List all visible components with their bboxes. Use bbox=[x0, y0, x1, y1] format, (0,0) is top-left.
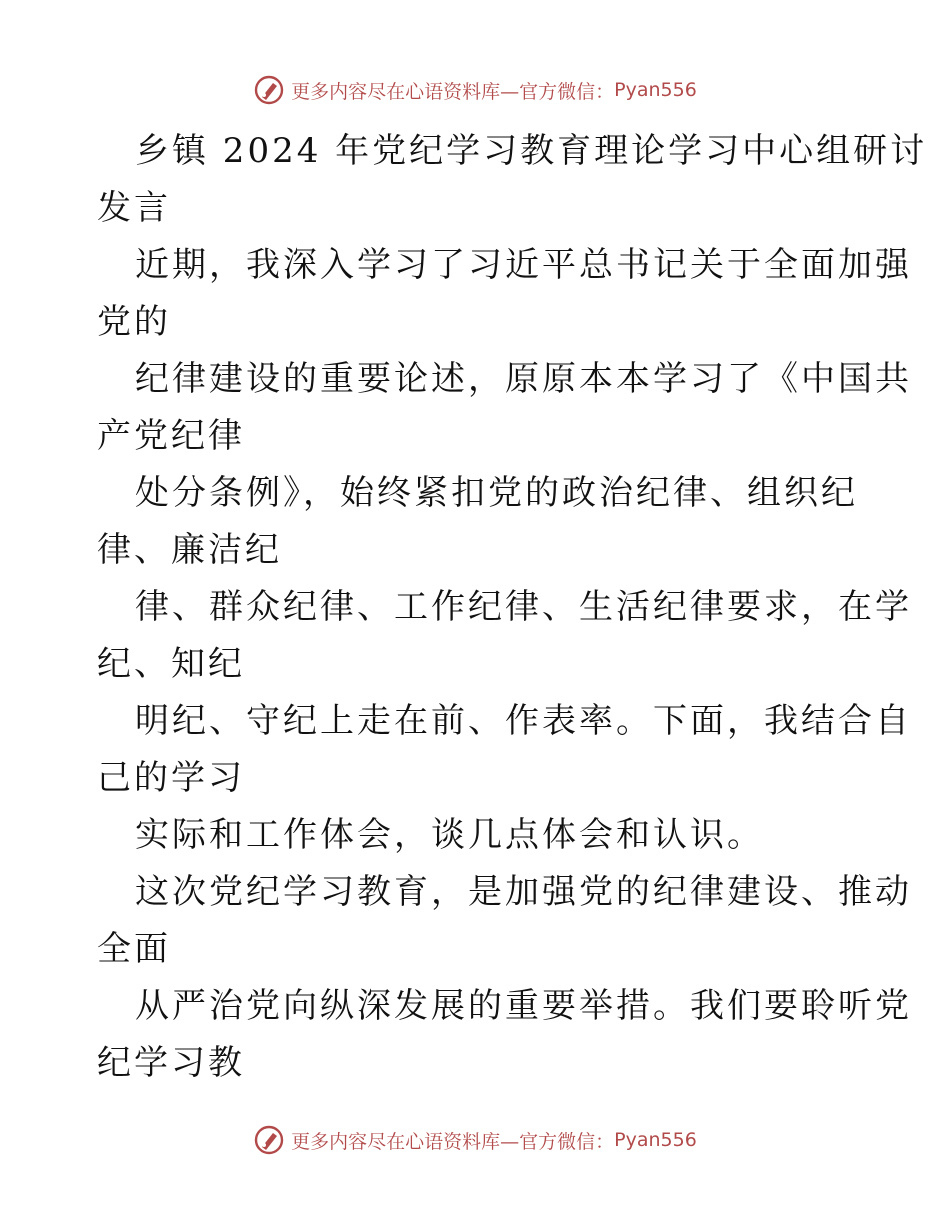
line-text: 律、群众纪律、工作纪律、生活纪律要求，在学 bbox=[135, 587, 912, 627]
line-wrap-text: 己的学习 bbox=[97, 758, 245, 798]
document-body bbox=[97, 123, 928, 1092]
line-text: 这次党纪学习教育，是加强党的纪律建设、推动 bbox=[135, 872, 912, 912]
footer-watermark-text: 更多内容尽在心语资料库—官方微信： bbox=[291, 1130, 615, 1153]
line-wrap-text: 全面 bbox=[97, 929, 171, 969]
paragraph bbox=[97, 978, 912, 1092]
footer-watermark-handle: Pyan556 bbox=[614, 1129, 697, 1151]
line-text: 处分条例》，始终紧扣党的政治纪律、组织纪 bbox=[135, 473, 858, 513]
line-text: 近期，我深入学习了习近平总书记关于全面加强 bbox=[135, 245, 912, 285]
pen-nib-circle-icon bbox=[253, 1124, 285, 1156]
line-text: 乡镇 2024 年党纪学习教育理论学习中心组研讨 bbox=[135, 131, 928, 171]
header-watermark bbox=[0, 70, 950, 110]
title-paragraph bbox=[97, 123, 928, 237]
line-wrap-text: 纪学习教 bbox=[97, 1043, 245, 1083]
header-watermark-handle: Pyan556 bbox=[614, 79, 697, 101]
line-text: 明纪、守纪上走在前、作表率。下面，我结合自 bbox=[135, 701, 912, 741]
paragraph bbox=[97, 465, 857, 579]
line-wrap-text: 产党纪律 bbox=[97, 416, 245, 456]
line-wrap-text: 纪、知纪 bbox=[97, 644, 245, 684]
paragraph bbox=[97, 807, 857, 864]
line-wrap-text: 发言 bbox=[97, 188, 171, 228]
paragraph bbox=[97, 579, 912, 693]
line-wrap-text: 党的 bbox=[97, 302, 171, 342]
paragraph bbox=[97, 864, 912, 978]
paragraph bbox=[97, 693, 912, 807]
footer-watermark bbox=[0, 1120, 950, 1160]
pen-nib-circle-icon bbox=[253, 74, 285, 106]
line-wrap-text: 律、廉洁纪 bbox=[97, 530, 282, 570]
line-text: 从严治党向纵深发展的重要举措。我们要聆听党 bbox=[135, 986, 912, 1026]
line-text: 纪律建设的重要论述，原原本本学习了《中国共 bbox=[135, 359, 912, 399]
line-text: 实际和工作体会，谈几点体会和认识。 bbox=[135, 815, 764, 855]
paragraph bbox=[97, 351, 912, 465]
header-watermark-text: 更多内容尽在心语资料库—官方微信： bbox=[291, 80, 615, 103]
paragraph bbox=[97, 237, 912, 351]
